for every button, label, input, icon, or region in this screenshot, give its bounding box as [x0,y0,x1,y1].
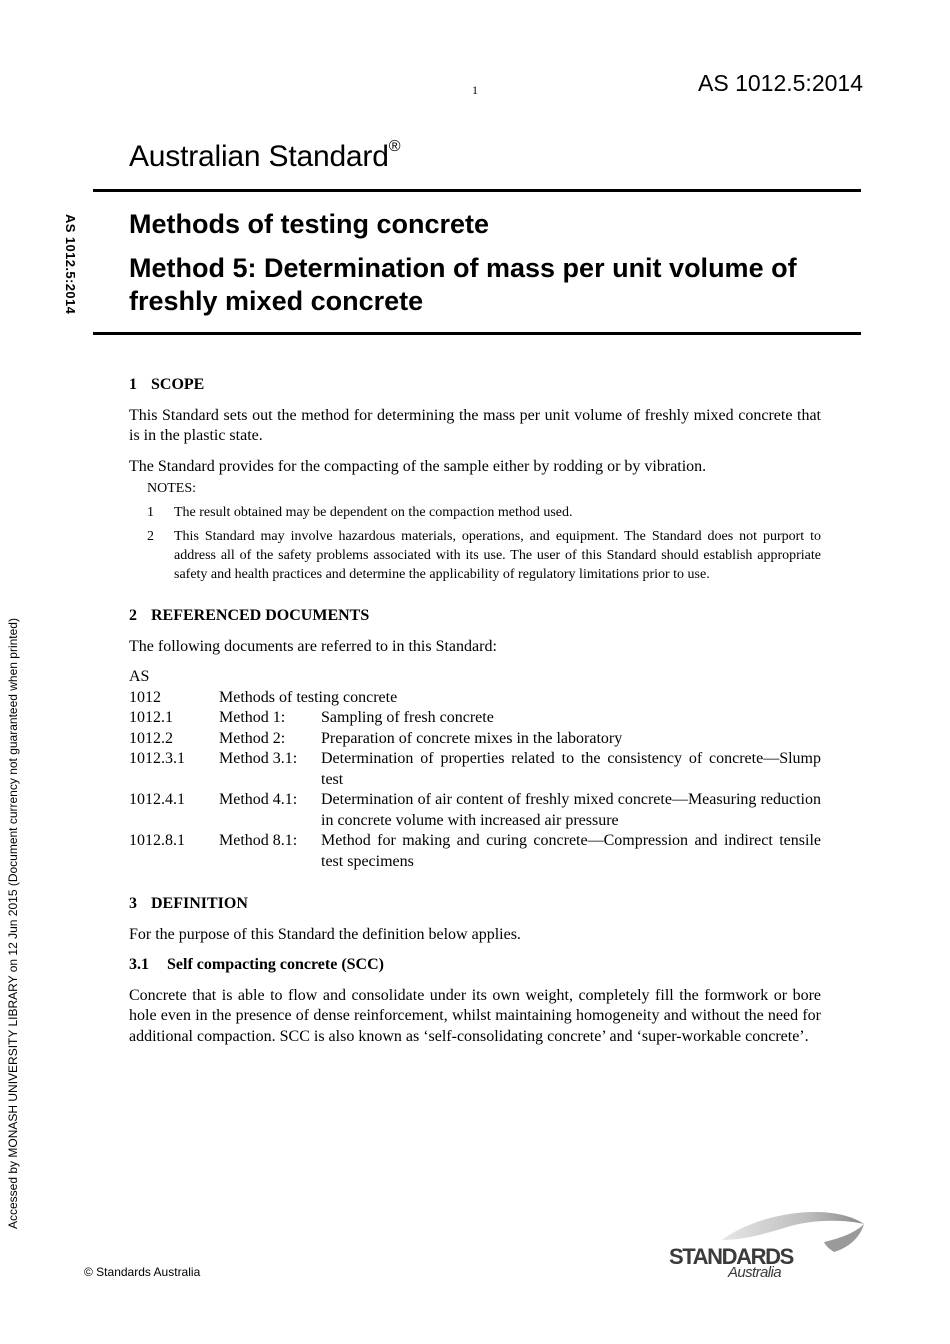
subsection-title: Self compacting concrete (SCC) [167,956,384,973]
section-title: DEFINITION [151,895,248,912]
reference-row [129,729,821,750]
reference-code: 1012.4.1 [129,791,185,808]
logo-subtitle: Australia [728,1264,781,1281]
scope-notes [147,479,821,584]
reference-row [129,749,821,790]
note-item [147,503,821,522]
references-intro: The following documents are referred to in this Standard: [129,637,497,655]
reference-method: Method 1: [219,709,286,726]
logo-wordmark: STANDARDS [669,1244,793,1269]
section-heading-references [129,606,821,627]
reference-method: Method 8.1: [219,832,298,849]
reference-row [129,831,821,872]
definition-intro: For the purpose of this Standard the definition below applies. [129,925,521,943]
access-note: Accessed by MONASH UNIVERSITY LIBRARY on 12 Jun 2015 (Document currency not guaranteed when printed) [6,618,20,1230]
reference-title: Preparation of concrete mixes in the laboratory [321,729,623,747]
reference-title: Method for making and curing concrete—Compression and indirect tensile test specimens [321,832,821,870]
scope-paragraph-1: This Standard sets out the method for determining the mass per unit volume of freshly mixed concrete that is in the plastic state. [129,406,821,444]
title-rule-top [93,189,861,192]
reference-code: 1012.3.1 [129,750,185,767]
reference-method: Method 3.1: [219,750,298,767]
section-number: 1 [129,376,137,393]
reference-code: 1012.2 [129,729,173,747]
note-text: This Standard may involve hazardous materials, operations, and equipment. The Standard does not purport to address all of the safety problems associated with its use. The user of this Standard should establish appropriate safety and health practices and determine the applicability of regulatory limitations prior to use. [174,529,821,582]
note-text: The result obtained may be dependent on the compaction method used. [174,505,573,520]
spine-document-code: AS 1012.5:2014 [63,214,78,315]
reference-method: Method 2: [219,729,286,747]
reference-row [129,790,821,831]
note-number: 1 [147,505,154,520]
section-number: 2 [129,607,137,624]
document-body [129,375,821,1047]
note-number: 2 [147,529,154,544]
reference-code: 1012.1 [129,709,173,726]
reference-code: 1012 [129,688,161,706]
reference-title: Determination of air content of freshly mixed concrete—Measuring reduction in concrete volume with increased air pressure [321,791,821,829]
standard-label-text: Australian Standard [129,140,389,173]
reference-method: Method 4.1: [219,791,298,808]
section-title: SCOPE [151,376,205,393]
section-number: 3 [129,895,137,912]
document-title: Methods of testing concrete [129,209,490,239]
subsection-heading [129,955,821,976]
subsection-number: 3.1 [129,956,149,973]
document-code: AS 1012.5:2014 [698,70,863,96]
reference-list [129,688,821,873]
section-heading-scope [129,375,821,396]
section-title: REFERENCED DOCUMENTS [151,607,370,624]
section-heading-definition [129,894,821,915]
note-item [147,527,821,584]
reference-title: Sampling of fresh concrete [321,709,494,726]
page-number: 1 [472,83,478,97]
copyright-notice: © Standards Australia [84,1265,201,1279]
document-subtitle: Method 5: Determination of mass per unit volume of freshly mixed concrete [129,253,797,316]
reference-code: 1012.8.1 [129,832,185,849]
reference-row [129,708,821,729]
title-rule-bottom [93,332,861,335]
standard-label [129,140,400,174]
scope-paragraph-2: The Standard provides for the compacting of the sample either by rodding or by vibration. [129,457,707,475]
registered-mark: ® [388,138,401,155]
reference-title: Determination of properties related to the consistency of concrete—Slump test [321,750,821,788]
reference-row [129,688,821,709]
reference-group: AS [129,668,150,685]
definition-text: Concrete that is able to flow and consolidate under its own weight, completely fill the formwork or bore hole even in the presence of dense reinforcement, whilst maintaining homogeneity and without the need for additional compaction. SCC is also known as ‘self-consolidating concrete’ and ‘super-workable concrete’. [129,986,821,1045]
notes-label: NOTES: [147,481,196,496]
reference-method: Methods of testing concrete [219,688,398,706]
